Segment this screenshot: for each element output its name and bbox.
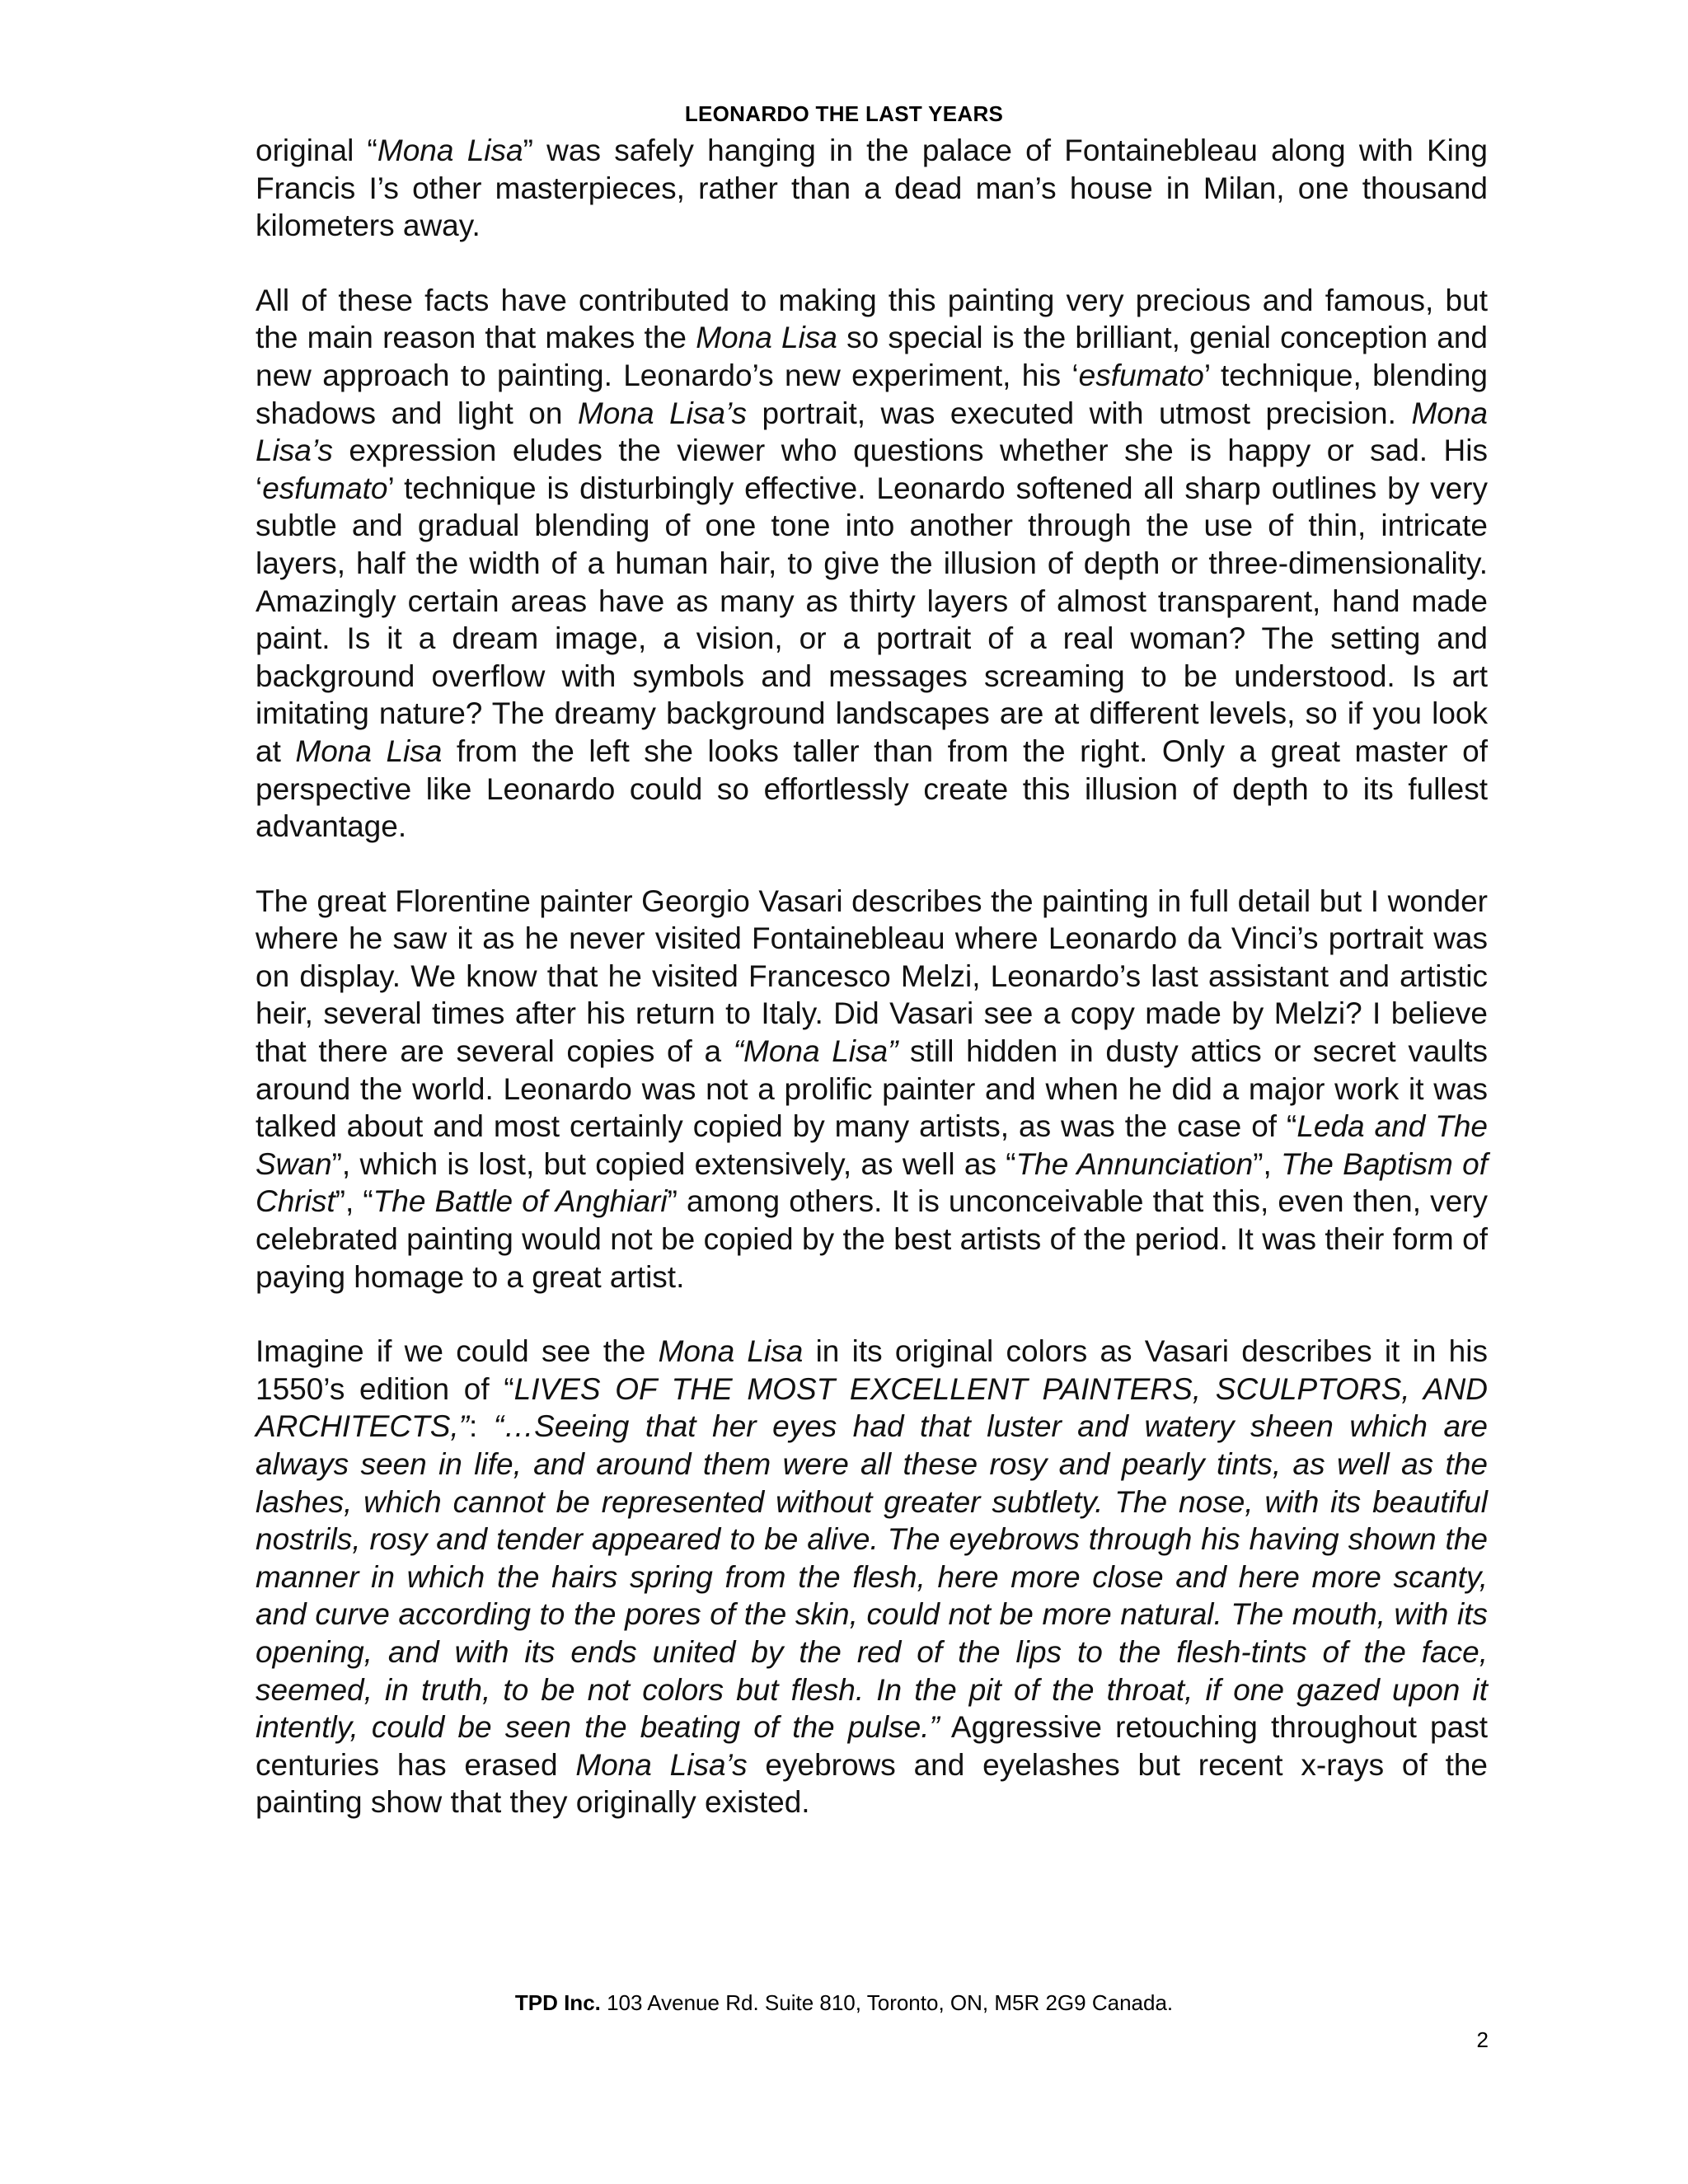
italic-text-run: LIVES OF THE MOST EXCELLENT PAINTERS, SCULPTORS, AND ARCHITECTS,” [256,1371,1488,1444]
page-number: 2 [1476,2027,1489,2052]
text-run: in its original colors as Vasari describes it in his 1550’s edition of “ [256,1334,1488,1406]
text-run: ’ technique is disturbingly effective. Leonardo softened all sharp outlines by very subtle and gradual blending of one tone into another through the use of thin, intricate layers, half the width of a human hair, to give the illusion of depth or three-dimensionality. Amazingly certain areas have as many as thirty layers of almost transparent, hand made paint. Is it a dream image, a vision, or a portrait of a real woman? The setting and background overflow with symbols and messages screaming to be understood. Is art imitating nature? The dreamy background landscapes are at different levels, so if you look at [256,471,1488,768]
text-run: ” was safely hanging in the palace of Fontainebleau along with King Francis I’s other masterpieces, rather than a dead man’s house in Milan, one thousand kilometers away. [256,134,1488,243]
paragraph [256,883,1488,1296]
text-run: ’ technique, blending shadows and light on [256,358,1488,430]
paragraph [256,282,1488,846]
italic-text-run: Mona Lisa [295,733,443,768]
italic-text-run: Mona Lisa’s [575,1747,748,1782]
paragraph [256,132,1488,245]
italic-text-run: Leda and The Swan [256,1109,1489,1181]
italic-text-run: Mona Lisa [658,1334,804,1369]
text-run: ”, which is lost, but copied extensively, as well as “ [331,1146,1016,1181]
text-run: ” among others. It is unconceivable that this, even then, very celebrated painting would not be copied by the best artists of the period. It was their form of paying homage to a great artist. [256,1184,1489,1294]
text-run: still hidden in dusty attics or secret vaults around the world. Leonardo was not a prolific painter and when he did a major work it was talked about and most certainly copied by many artists, as was the case of “ [256,1034,1488,1144]
italic-text-run: “Mona Lisa” [733,1034,898,1069]
text-run: ”, “ [335,1184,373,1219]
italic-text-run: esfumato [1078,358,1204,392]
text-run: : [469,1409,494,1444]
footer-address: 103 Avenue Rd. Suite 810, Toronto, ON, M5R 2G9 Canada. [600,1990,1174,2015]
italic-text-run: Mona Lisa [696,321,837,355]
italic-text-run: Mona Lisa [377,134,523,167]
text-run: Imagine if we could see the [256,1334,659,1369]
paragraph [256,1333,1488,1821]
text-run: ”, [1253,1146,1282,1181]
text-run: so special is the brilliant, genial conception and new approach to painting. Leonardo’s new experiment, his ‘ [256,321,1488,392]
italic-text-run: esfumato [262,471,388,505]
text-run: All of these facts have contributed to making this painting very precious and famous, but the main reason that makes the [256,283,1488,355]
text-run: original “ [256,134,377,167]
text-run: expression eludes the viewer who questions whether she is happy or sad. His ‘ [256,434,1488,505]
text-run: portrait, was executed with utmost precision. [747,396,1412,430]
footer [0,1990,1688,2016]
italic-text-run: Mona Lisa’s [256,396,1488,468]
running-header: LEONARDO THE LAST YEARS [684,101,1004,126]
italic-text-run: “…Seeing that her eyes had that luster and watery sheen which are always seen in life, and around them were all these rosy and pearly tints, as well as the lashes, which cannot be represented without greater subtlety. The nose, with its beautiful nostrils, rosy and tender appeared to be alive. The eyebrows through his having shown the manner in which the hairs spring from the flesh, here more close and here more scanty, and curve according to the pores of the skin, could not be more natural. The mouth, with its opening, and with its ends united by the red of the lips to the flesh-tints of the face, seemed, in truth, to be not colors but flesh. In the pit of the throat, if one gazed upon it intently, could be seen the beating of the pulse.” [256,1409,1488,1745]
italic-text-run: The Annunciation [1015,1146,1254,1181]
text-run: Aggressive retouching throughout past centuries has erased [256,1710,1488,1782]
text-run: from the left she looks taller than from the right. Only a great master of perspective like Leonardo could so effortlessly create this illusion of depth to its fullest advantage. [256,733,1488,844]
italic-text-run: The Battle of Anghiari [373,1184,668,1219]
text-run: eyebrows and eyelashes but recent x-rays of the painting show that they originally existed. [256,1747,1489,1820]
footer-company: TPD Inc. [514,1990,601,2015]
body-text [256,132,1488,1821]
text-run: The great Florentine painter Georgio Vasari describes the painting in full detail but I wonder where he saw it as he never visited Fontainebleau where Leonardo da Vinci’s portrait was on display. We know that he visited Francesco Melzi, Leonardo’s last assistant and artistic heir, several times after his return to Italy. Did Vasari see a copy made by Melzi? I believe that there are several copies of a [256,883,1488,1069]
italic-text-run: The Baptism of Christ [256,1146,1488,1219]
italic-text-run: Mona Lisa’s [577,396,748,430]
